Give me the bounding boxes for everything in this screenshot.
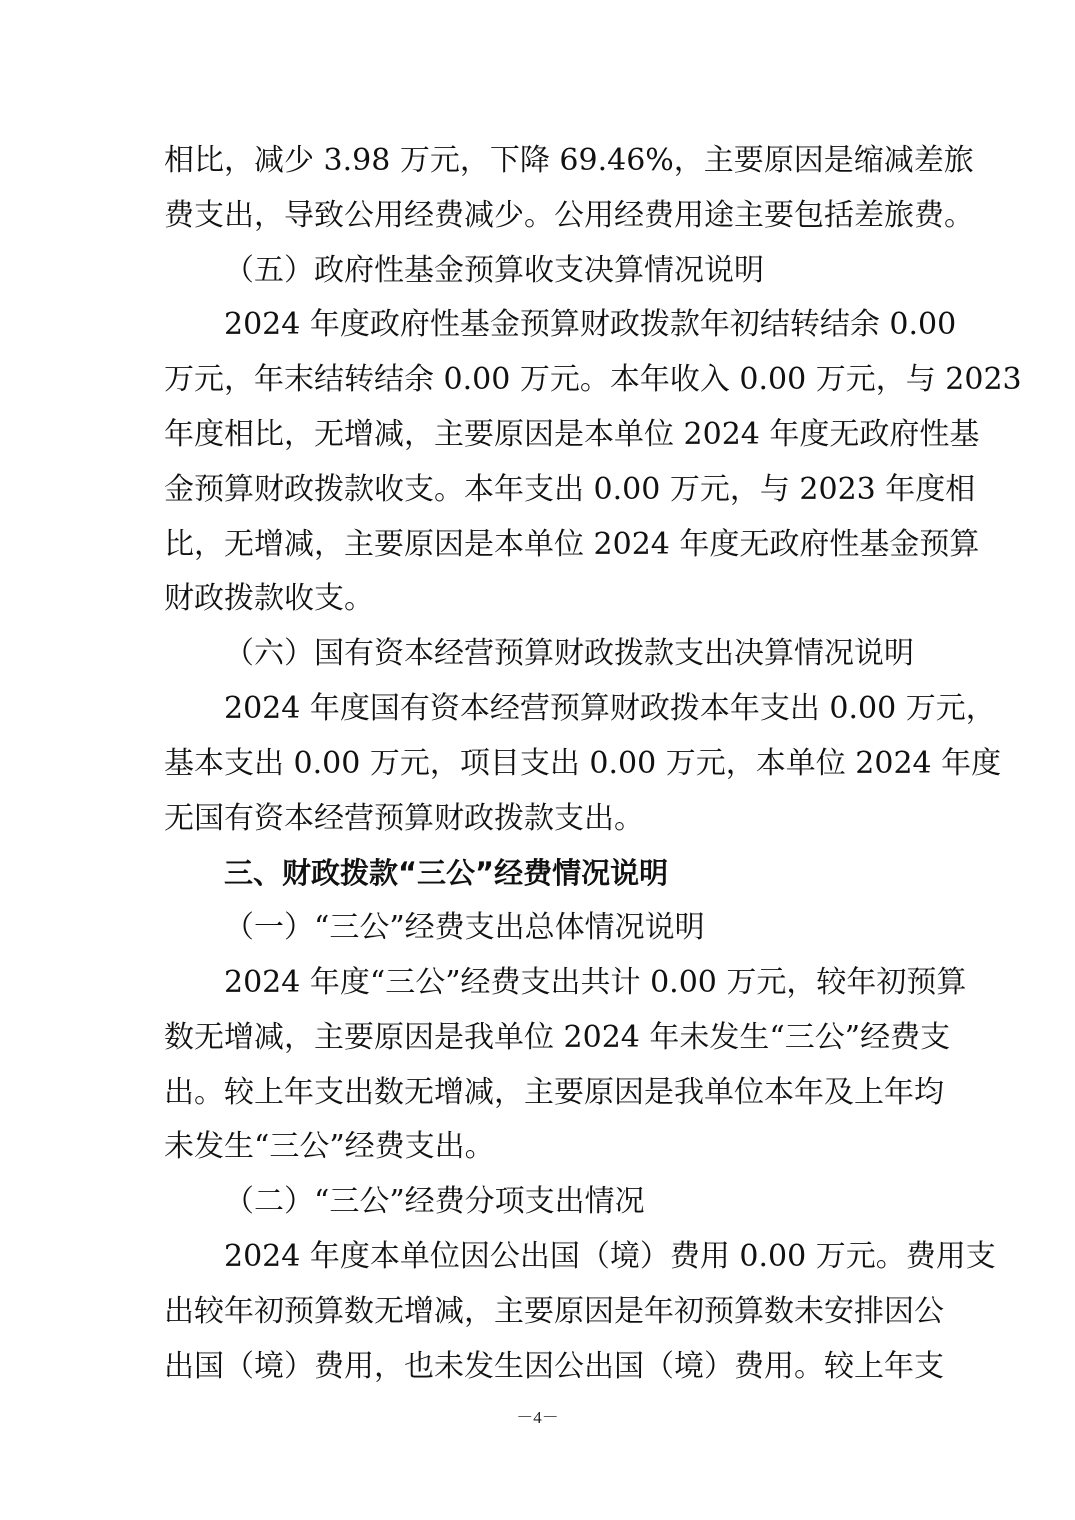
body-text-line: 出国（境）费用，也未发生因公出国（境）费用。较上年支 (164, 1348, 944, 1384)
body-text-line: 出。较上年支出数无增减，主要原因是我单位本年及上年均 (164, 1074, 944, 1110)
section-heading-6: （六）国有资本经营预算财政拨款支出决算情况说明 (224, 636, 914, 672)
body-text-line: 费支出，导致公用经费减少。公用经费用途主要包括差旅费。 (164, 197, 974, 233)
body-text-line: 相比，减少 3.98 万元，下降 69.46%，主要原因是缩减差旅 (164, 143, 974, 178)
body-text-line: 万元，年末结转结余 0.00 万元。本年收入 0.00 万元，与 2023 (164, 362, 1022, 398)
page-number: －4－ (516, 1408, 559, 1427)
chapter-heading-3: 三、财政拨款“三公”经费情况说明 (224, 856, 669, 891)
body-text-line: 财政拨款收支。 (164, 581, 374, 617)
section-heading-1: （一）“三公”经费支出总体情况说明 (224, 910, 705, 946)
document-body (164, 134, 1022, 1394)
section-heading-2: （二）“三公”经费分项支出情况 (224, 1184, 645, 1220)
body-text-line: 年度相比，无增减，主要原因是本单位 2024 年度无政府性基 (164, 416, 980, 452)
body-text-line: 基本支出 0.00 万元，项目支出 0.00 万元，本单位 2024 年度 (164, 745, 1002, 781)
body-text-line: 无国有资本经营预算财政拨款支出。 (164, 800, 644, 836)
body-text-line: 数无增减，主要原因是我单位 2024 年未发生“三公”经费支 (164, 1019, 951, 1055)
body-text-line: 2024 年度政府性基金预算财政拨款年初结转结余 0.00 (224, 307, 957, 343)
body-text-line: 2024 年度“三公”经费支出共计 0.00 万元，较年初预算 (224, 964, 967, 1000)
body-text-line: 2024 年度本单位因公出国（境）费用 0.00 万元。费用支 (224, 1238, 996, 1274)
section-heading-5: （五）政府性基金预算收支决算情况说明 (224, 252, 764, 288)
body-text-line: 出较年初预算数无增减，主要原因是年初预算数未安排因公 (164, 1293, 944, 1329)
body-text-line: 2024 年度国有资本经营预算财政拨本年支出 0.00 万元， (224, 690, 996, 726)
body-text-line: 比，无增减，主要原因是本单位 2024 年度无政府性基金预算 (164, 526, 980, 562)
body-text-line: 未发生“三公”经费支出。 (164, 1129, 495, 1165)
body-text-line: 金预算财政拨款收支。本年支出 0.00 万元，与 2023 年度相 (164, 471, 976, 507)
